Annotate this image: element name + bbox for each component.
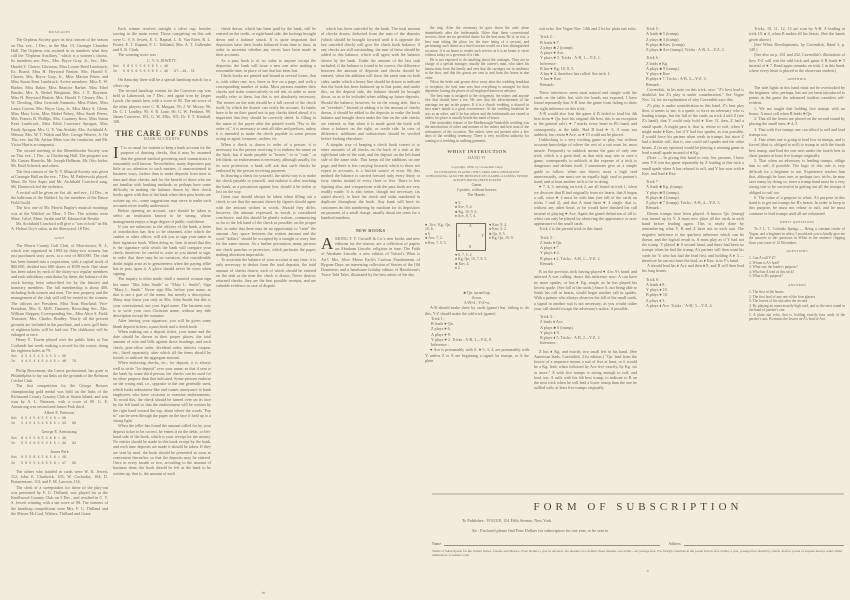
answers-heading: ANSWERS [787,282,807,287]
trick-line: Trick 8 : [646,276,660,282]
hand-west [425,223,451,246]
paragraph: Mr. Archibald Crawford will give a "con o'clock" in Mr. A. Hobart Ury's salon, in the Sherwood, 18 Dec. [11,221,108,232]
trick-line: A leads ♣ Kg. (trump). [646,184,684,190]
trick-line: A plays ♥ 9. [431,331,451,337]
question-item: 3. What was the leader's purpose? [749,265,798,270]
hand-south [455,253,487,271]
paragraph: 3. That with five trumps one can afford to ruff and lead trumps too. [749,126,845,137]
seat-label: Z [458,233,461,238]
trick-line: B leads ♥ Qn. [431,321,454,326]
hand-line: ♥ Ace, Kg, Qn, 10, 6. [425,222,451,232]
trick-line: B plays ♣ Knv. (trump). [646,41,686,47]
address-label: Address [668,542,681,546]
paragraph: In drawing a check for yourself, the safest way is to make the check payable to yourself, and endorse it after reaching the bank, as a precaution against loss, should it be stolen or lost on the way. [216,173,316,194]
paragraph: Great care should always be taken when filling out a check to see that the amount shown by figures should agree with the amount written in words. Should they differ, however, the amount expressed in words is considered conclusive, and this should be plainly written, commencing as far to the left hand of the check as possible, on the proper line, in order that there may be no opportunity to "raise" the amount. Any space between the written amount and the word "dollars" should be occupied by a straight or wavy line for the same reason. As a further precaution, many persons use check punches or protectors, which perforate the paper, making alteration impossible. [216,194,316,257]
hand-line: ♠ 6. [425,231,431,236]
column-2 [113,26,211,591]
game-terms: 2 points, without honors. [456,187,498,192]
form-publisher-line: To Publisher : VOGUE, 154 Fifth Avenue, New York. [462,518,553,523]
paragraph: 6. The value of a purpose in whist: A's purpose in this hand is to get out trumps for B's hearts. In order to keep to this purpose, he must not refuse to ruff, and he must continue to lead trumps until all are exhausted. [749,194,845,216]
questions-heading: QUESTIONS [786,249,808,253]
paragraph: The Morris County Golf Club, of Morristown, N. J., which was organized in 1894 by thirty-two women, has just purchased sixty acres, at a cost of $60,000. The club has been formed into a corporation, with a capital stock of $60,000, divided into 600 shares of $100 each. One share has been taken by each of the thirty-two regular members and each subsidiary contributor by them; the balance of the stock having been subscribed for by the limited and honorary members. The full membership is about 400, including both women and men. The new property and the management of the club will still be vested in the women. The officers are President, Miss Nina Howland; Vice-President, Mrs. E. McB. Timoney; Recording Sec., Mrs. William Shippen; Corresponding Sec., Miss Alice S. Field; Treasurer, Mrs. Charles Bradley. Nearly all the present grounds are included in the purchase, and a new golf links of eighteen holes will be laid out. The clubhouse will be enlarged at once. [11,242,108,337]
paragraph: One noticeable feature of the Marlborough-Vanderbilt wedding was the introduction of robes and manner of the ushers and best man of the seriousness of the occasion. The ushers were not present after a few days of the wedding ceremony. There is very excellent authority for coming to a wedding in walking garments. [425,120,529,143]
paragraph: (See also on p. 231 and 232, Cavendish's illustration of how Y-Z will win the odd trick and game if B leads ♥ 5 instead of ♥ 7. Read again remarks on trick 2 in this hand, where every heart is placed to the observant student.) [749,52,845,73]
score-table: Out 6 5 4 5 6 5 5 4 6 = 46 In 5 4 5 4 5 4 5 6 5 = 43 89 [11,416,77,426]
column-3 [216,26,316,591]
trick-line: Trick 3 : [540,234,554,240]
paragraph: A recital will be given on Sat. aft. and eve., 14 Dec., in the ballroom of the Waldorf, by the members of the Dance Field Guild. [11,189,108,205]
trick-7 [642,179,744,211]
music-paragraphs [11,37,108,231]
paragraph: 5. That when an adversary is leading trumps, oblige him to ruff, if possible. The logic of this rule is very difficult for a beginner to see. Experience teaches him that, although he loses one, or perhaps two, tricks, he may save many by doing so, since a trump hand must be a very strong one to be successful in getting out all the trumps if obliged to ruff too. [749,158,845,195]
score-table: Out 4 5 4 5 4 5 4 5 3 = 39 In 4 4 5 4 4 5 4 4 5 = 40 79 [11,355,77,365]
paragraph: Unblocking is a very exciting game to play, but without accurate knowledge of where the rest of a suit must be, most unsafe. Frequently to unblock means the gain of only one trick, which is a great deal, as that trick may win or save a game, consequently to unblock at the expense of a trick is dangerous and defeats itself. I sometimes give as a simple guide to follow: when one throws away a high card unnecessarily, one must see an equally high card in partner's hand, and at least another trick to be in doing. [534,137,637,184]
hand-line: ♦ Knv, 7, 5, 3. [425,240,447,245]
paragraph: Z has ♦ Kg, and exactly two small left in his hand. (See American leads. Cavendish, 21st edition.) "Qn. lead from the lowest of a sequence means a suit of five at least, or it would be a Kg. lead, when followed by Ace five exactly, by Kg. six or more." A with five trumps is strong enough to ruff, and lead, too. A ruffs with his 4th best trump, to indicate to B on the next trick when he will lead a lower trump than the one he ruffled with; at least five trumps originally. [534,348,637,391]
score-label: Score, [471,294,483,300]
paragraph: On Saturday there will be a special handicap match for a silver cup. [113,77,211,88]
score-table: Out 6 5 5 6 4 5 6 5 6 = 48 In 5 6 5 5 4 6 5 5 6 = 47 95 [11,456,77,466]
hand-east [489,223,514,241]
address-field[interactable] [668,541,844,546]
trick-line: A plays ♣ 9 (trump). [646,65,680,71]
form-sir-line: Sir : Enclosed please find Four Dollars for subscription for one year, to be sent to [472,528,609,533]
trick-2 [534,34,637,87]
answers-list [749,290,845,322]
paragraph: Philip Bowerman, the Lenox professional, has gone to Philadelphia to lay out links on the grounds of the Belmont Cricket Club. [11,367,108,383]
paragraph: The second handicap contest for the Converse cup was held at Lakewood, on 7 Dec., and again won by Jasper Lynch, the match here, with a score of 85. The net score of the other players were C. B. Morgan, 95; J. W. Morey, 96; Dr. C. I. Lindley, 95; S. R. Lane, 96; G. W. Ferdinet, 99; James Converse, 101; G. W. Ellis, 105; Dr. F. T. Kimball, 108. [113,87,211,125]
trick-line: Z plays ♣ Ace (trump). Tricks : A-B, 3—Y-Z, 3. [646,47,725,52]
trick-line: Y plays ♥ 5. Tricks : A-B, 1—Y-Z, 1. [540,55,601,61]
paragraph: A-B would also lose the game if B failed to lead his 4th best from ♥ Qn. (not his original 4th best, this is an exception to the general rule). ♥ 7 marks every heart in B's hand, and consequently, at the table. Had B lead ♥ 5, A must not unblock, but retain ♥ Ace, as ♥ 10 could not be placed. [534,110,637,137]
question-item: 5. What is B's purpose? [749,274,783,279]
paragraph: After leaving your signature, you will be given some blank deposit tickets, a pass book and a check book. [113,318,211,329]
trick-line: Z plays ♦ 3. [646,297,666,303]
paragraph: The first concert of the N. Y. Musical Society was given at Carnegie Hall on the eve., 7 Dec. M. Paderewski played. Mme. De Vere Sapio and Mr. Archibald Crawford sang. Mr. Damrosch led the orchestra. [11,168,108,190]
answer-item: 2. The first lead of any one of the four players. [749,294,816,299]
paragraph: When endorsing checks, etc., for deposit, it is always well to write "for deposit" over your name, so that if sent to the bank by some third person, the checks can be used for no other purpose than that indicated. Some persons endorse on the wrong end, i.e., opposite to the one generally used, which looks unbusiness-like and causes annoyance to bank employees who have occasion to examine endorsements. To avoid this, the check should be turned over on its face by the left hand so that the endorsement will be written by the right hand toward the top, about where the words "Pay to" can be seen through the paper on the face if held up to a strong light. [113,360,211,423]
appendix-heading: APPENDIX [787,77,807,82]
paragraph: ♥ Ace is presumably with A. ♥ 5, 3, 4, are presumably with Y, unless Z or A are beginning a signal for trumps, or A the plain [425,347,529,363]
trick-line: Z plays ♣ 3 (trump). [646,36,680,42]
article-title: THE CARE OF FUNDS [115,128,209,138]
paragraph: A should lead his ♦ Ace and then ♦ 8, and B will then lead his long hearts. [642,263,744,274]
hand-line: ♠ Kg, Qn, 10, 7, 8, 5. [455,257,488,262]
whist-questions-heading: WHIST QUESTIONS [779,219,815,224]
trick-line: A leads ♣ 5 (trump). [646,31,680,37]
answer-item: 4. By playing an unnecessarily high card, and so the next round in the hand of partner's one. [749,303,845,312]
paragraph: Henry E. Towne played over the public links at Van Cortlandt last week, making a record for the course, doing the eighteen holes in 79. [11,337,108,353]
trick-line: Y plays ♦ 10. [646,287,668,292]
seat-label: B [469,244,472,249]
trick-line: Inference : [540,340,558,346]
question-item: 4. Who has A lead of this trick? [749,269,795,274]
paragraph: The side lights in this hand must not be overlooked by the beginner, who, perhaps, has not yet been introduced to points in the game the advanced student considers self-evident. [749,84,845,106]
paragraph: The second meeting of the Mendelssohn Society was on Thu. eve., 1 Dec., at Chickering Hall. The program was Mr. Gustav Hinrichs, Mr. Joseph Hollman, Mr. Otto Isidor, Mr. Emil Schenck and others. [11,147,108,169]
player-name: James Park [50,449,69,454]
name-label: Name [432,542,442,546]
paragraph: If you are unknown to the officers of the bank, a letter of introduction has first to be obtained, after which the cashier or other officer, will ask you to sign your name in their signature book. When doing so, bear in mind that this is the signature with which the bank will compare your check; therefore, be careful to write as you intend to sign, in order that there may be no variation, else considerable doubt might arise as to genuineness when the paying teller has to pass upon it. A glove should never be worn when signing. [113,223,211,276]
column-1 [11,26,108,591]
paragraph: The winning score was : [118,52,159,58]
table-box [456,223,486,251]
hand-line: ♥ 3. [455,200,462,205]
whist-title: WHIST INSTRUCTION [447,149,507,154]
score-title: C. V. S. JEWETT. [147,57,177,63]
answer-item: 3. The lowest of his suit after the second. [749,299,809,303]
paragraph: Tricks, 10, 11, 12, 13 are won by A-B. A leading at trick 10, ♠ 4, when B makes all his hearts. (See the hands given above.) [749,26,845,42]
hand-line: ♦ Kg, Qn, 10, 9. [489,236,514,241]
hand-line: ♥ Knv, 9, 4. [489,222,508,227]
paragraph: He is not expected to do anything about the carriages. They are in charge of a special manager, usually the caterer's man, who takes his instructions from the family and sees that the carriages are in readiness at the door, and that the guests are sent to and from the house in due order. [425,57,529,80]
column-8 [749,26,845,492]
paragraph: When the bride and groom drive away after the wedding breakfast or reception, the best man sees that everything is arranged for their departure, having the places of all employed known in advance. [425,80,529,93]
paragraph: As a pass book is of no value to anyone except the depositor, the bank will issue a new one after making a reasonable time, in place of one that has been lost. [216,57,316,73]
paragraph: Cavendish, in his note on this trick, says: "Z's best lead is doubtful, but Z's play is under consideration." See Vogue Nov. 14, for an explanation of why Cavendish says this. [642,86,744,103]
trick-line: Y plays ♦ Knv. [646,71,671,76]
paragraph: check drawn, which has been paid by the bank, will be entered on the credit, or right-hand side, the footings brought down and a balance struck. It is quite important that depositors have their books balanced from time to time, in order to ascertain whether any errors have been made in their accounts. [216,26,316,58]
paragraph: The Orpheus Society gave its first concert of the season on Thu. eve., 1 Dec., in the Mar. 13, Carnegie Chamber Hall. The Orpheus was assisted in its numbers what they call the "Orpheus Auxiliary," which is a women's chorus. Its members are: Pres., Mrs. Bryce Gray, Jr., Sec., Mrs. Harold Y. Clearer, Librarian, Miss Louise Reed Lumbruck; Ex. Board, Miss H. Heyward Beattie, Mrs. Harold Y. Clearer, Mrs. Bryce Gray, Jr., Miss Marion Peters and Miss Susan Kent Lumbruck. Active members: Miss E. W. Barber, Miss Baker, Miss Beatrice Barber, Miss Ethel Bender, Mrs. A. Bethel Benjamin, Mrs. J. E. Boynton, Miss H. Heyward Beattie, Mrs. Harold Y. Clearer, Mrs. J. W. Dowling, Miss Gertrude Emmons, Miss Fisher, Miss Laura Gowen, Mrs. Bryce Gray, Jr., Miss Mary A. Glenn, Miss Mary Irvin, Miss Mabel Palsey, Miss Sarah Peters, Mrs. Francis R. Phillips, Mrs. Courtney Rose, Miss Susan Kent Lumbruck, Miss Edith Lawrence Sprague, Miss Emily Sprague, Mrs. G. E. Van Arsdale, Mrs. Archibald A. Watson, Mrs. W. T. Walsh and Mrs. George Weaver, Jr. On Thu. eve. last Mr. Arthur Mees was the conductor, and Mr. Victor Harris accompanist. [11,37,108,148]
subscription-terms: Terms of Subscription for the United States, Canada and Mexico, Four Dollars a year in advance; six months, two dollars; three months, one dollar—all postage free. For foreign countries in the postal Union, five dollars a year, postage free. Remit by check, draft or postal or express money order. Other remittances at sender's risk. [432,549,843,558]
paragraph: Z's play is under consideration in this hand. Z's best play then, it seems to me, is a spade, to force an adversary who is leading trumps, but the fall of the cards on trick 4 told Z (see Z's hand), that Y could only hold ♦ Knv. If, then, Z had a small spade, A might pass it, that is, refuse to ruff, when Y might make ♦ Knv., but if Y had two spades, as was possible, Z would force his partner when weak in trumps, but since Z had a double ruff, that is, one could ruff spades and the other hearts. Z (in my opinion) would be playing a winning game to lead a small spade instead of ♦ Kg. [642,102,744,155]
trick-line: Inference : [431,342,449,347]
paragraph: When making out a deposit ticket, your name and the date should be shown in their proper places, the total amount of coin and bills against those headings, and each check, post-office order, dividend order, interest coupon, etc., listed separately, after which all the items should be footed, to indicate the aggregate amount. [113,328,211,360]
trick-line: Y plays ♥ 2. Tricks : A-B, 1—Y-Z, 0. [431,336,492,342]
trick-line: B plays ♥ 10. [646,292,668,298]
trick-line: Y plays ♦ 4. [540,250,560,256]
name-field[interactable] [432,541,660,546]
trick-6 [642,55,744,87]
paragraph: Before opening an account, care should be taken to select an institution known to be strong, whose management enjoys a large degree of public confidence. [113,208,211,224]
seat-label: A [469,223,472,228]
article-subtitle: BANK ACCOUNTS [144,136,180,141]
score-value: A-B=4 ; Y-Z=o. [463,300,491,305]
answer-item: 5. A plain suit echo, that is, holding exactly four cards of the partner's suit, B returns the lowest on A's lead of Ace. [749,312,845,321]
trick-line: A plays ♥ Ace. [540,50,565,55]
drop-cap: I [113,143,119,162]
trick-line: B plays ♦ 2. Tricks : A-B, 1—Y-Z, 2. [540,255,601,261]
column-7 [642,26,744,492]
paragraph: 2. That all the hearts are placed on the second round by placing the small ones, ♥ 4, 5. [749,116,845,127]
whist-subtitle: ILLUSTRATING PLACING THE CARDS AND CONSEQUENT UNBLOCKING; ALSO THE PRINCIPLE OF LEADING A LOSING TRUMP, ALWAYS HAVING BEEN PLAYED [426,169,528,182]
paragraph: The inquiry is often made, shall a married woman sign her name "Mrs John Smith" or "Mary L. Smith"; Sign "Mary L. Smith." Never sign Mrs. before your name, as that is not a part of the name, but merely a description. Many may know you only as Mrs. John Smith, but this is your conventional, not your legal name. The business way is to write your own Christian name, without any title description except the surname. [113,276,211,318]
trick-line: A plays ♦ Ace. Tricks : 'A-B,' 5—Y-Z, 4. [646,302,713,308]
game-label: Game, [471,181,483,187]
page-number-right: v [647,568,649,573]
paragraph: The best man is assigned to the clergyman, the ushers and anyone else that should have a fee. He sees that the advertisement of the marriage are put in the papers. If it is a church wedding, a chancel in best man's hands is a great convenience. At the wedding breakfast he acts as an usher, and if he has ushers and the bridesmaids are seated at tables, his place is usually beside the maid of honor. [425,93,529,120]
trick-line: Remark : [540,81,556,87]
page-number-left: iv [262,590,266,595]
section-heading-musicales: MUSICALES [48,30,71,34]
name-line[interactable] [444,541,660,546]
trick-8 [642,277,744,309]
hand-line: ♣ Ace, 7, 2. [425,236,443,241]
paragraph: which has been canceled by the bank. The total amount of checks drawn, deducted from the sum of the deposits (which should be brought forward until it is opposite the last canceled check) will give the check book balance; if any checks are still outstanding, the sum of these should be added to this balance, which will agree with the balance shown by the bank. Under the amount of the last stub included, if the balance is found to be correct, the difference between the amount of deposits and checks should be entered, when the addition will show the same sum on both sides, under which a heavy line should be drawn to indicate that the book has been balanced up to that point, and under this, on the deposit side, the balance should be brought down, so as to be included when adding up future deposits. Should the balance, however, be on the wrong side, that is an "overdraft." Instead of adding it to the amount of checks drawn, it should be added to the deposits to make the book balance and brought down under the line on the side checks are entered, so that when it is made good the book will show a balance on the right, or credit side. In case of difference, additions and subtractions should be verified before looking elsewhere. [321,26,420,142]
trick-line: Z plays ♥ 6. [431,326,451,332]
trick-line: A leads ♦ 8. [646,281,666,287]
trick-line: B has ♥ Kg, 10, 8, 5. [540,65,575,71]
trick-line: Y plays ♦ 9. [540,329,560,335]
trick-line: Remark : [646,205,662,211]
trick-line: Y has ♥ Knv. [540,76,562,82]
answer-item: 1. The first of the hearts. [749,290,785,294]
trump-turned-up: ♣ Qn. turned up. [463,289,491,295]
trick-line: Trick 7 : [646,179,660,184]
player-name: George E. Armstrong. [41,429,78,435]
column-4 [321,26,420,591]
paragraph: Trick 2 is the pivotal trick in this hand. [539,226,603,232]
hand-line: ♣ Qn, 8, 5. [489,231,506,236]
paragraph: MONG T. Y. Crowell & Co.'s new books and new editions for the season, are a collection of papers on Abraham Lincoln, religious in tone, The Faith of Abraham Lincoln; a new edition of Tolstoi's What is Art?; Mrs. Alice Morse Earle's Curious Punishments of Bygone Days; an interesting collection of Stories of the Old Dominion; and a handsome holiday edition of Hawthorne's Twice Told Tales, illustrated by the best artists of the day. [321,235,420,278]
trick-line: A plays ♦ 7. [540,245,560,250]
paragraph: The others who handed in cards were W. K. Jewett, 112; John E. Chadwick, 103; W. Cockaday, 104; D. Bonaventure, 113; and F. M. Lawson, 116. [11,468,108,485]
paragraph: B on the previous trick having played ♥ 4 in A's hand, and inferred A was calling, draws this inference now: A can have no more spades, or has ♦ Kg. single, as he has played his lowest spade. (See fall of the cards.) Since A, not being able to finish his call in hearts, would begin another call in spades. With a partner who always observes the fall of the small cards, a signal in another suit is not necessary, as you would rather your call should escape the adversary's notice, if possible. [534,269,637,311]
trick-line: A plays ♣ 6 (trump). [540,324,574,330]
trick-line: B leads ♥ 7. [540,39,560,45]
card-hands-diagram [425,201,529,287]
paragraph: suit echo. See Vogue Nov. 14th and 21st for plain suit echo. [539,26,637,31]
paragraph: When a check is drawn to order of a person, it is necessary for the person receiving it to endorse his name on the back, but if made payable to "bearer," or to "cash," or left blank, no endorsement is necessary, although usually, for its own protection, a bank will ask that such checks be endorsed by the person receiving payment. [216,141,316,173]
hands-label: The Hands : [466,192,487,198]
trick-line: B plays ♦ 5. Tricks : A-B, 2—Y-Z, 2. [540,335,601,340]
subscription-form [432,497,844,557]
trick-line: Z plays ♣ 2 (trump). [540,44,574,50]
hand-line: ♠ Ace, 9, 4. [455,205,473,210]
question-item: 2. Whom is A's lead? [749,260,780,265]
paragraph: the ring. After the ceremony he goes down the aisle alone immediately after the bridesmaids. Other than these conventional services, there are no specified duties for the best man. He is, in fact, a best man taking the place for the time being of a servant, and performing such duties as a hired servant would on a less distinguished occasion. It is an honor to render such service as it is an honor to serve without salary as a governor of a club. [425,26,529,57]
score-table: Out 5 6 5 5 5 6 5 6 5 = 48 In 5 6 5 6 5 6 5 6 5 = 49 97--18--79 [113,64,195,74]
form-fields [432,541,844,546]
paragraph: 4. That when one is going to lead low in trumps, and is forced (that is, obliged to ruff) to trump in with the fourth best trump, and lead the one next under the fourth best to show partner at least five trumps originally. [749,137,845,158]
questions-list [749,256,845,279]
paragraph: T is so usual for women to keep a bank account for the purpose of drawing checks, that it may be assumed that the general method governing such transactions is reasonably well known. Nevertheless, many depositors pay little or no attention to such matters, if unaccustomed to business ways, further than to make deposits from time to time and draw checks; and for the benefit of those who are not familiar with banking methods, or perhaps have some difficulty in making the balance drawn by their check books agree with that of the bank when their pass books are written up, etc., some suggestions may serve to make such accounts more readily understood. [113,145,211,208]
paragraph: A-B should make three by cards (game) but, failing to do this, Y-Z should make the odd trick (game). [425,305,529,316]
hand-line: ♦ 2. [455,266,461,271]
paragraph: 1. We are taught that holding five trumps with no honor, A must call when B leads ♥ Qn. [749,105,845,116]
section-heading-golf: GOLF [54,235,65,240]
trick-line: Trick 6 : [646,55,660,61]
trick-line: Remark : [540,260,556,266]
paragraph: ♥ 7, 4, 5, missing on trick 2, are all found in trick 1, when we discover that B had originally from six hearts, that A began a call, since ♥ 4 must be with him (see fall of the cards on tricks 1 and 2), and that A must have ♥ 4 single, that is, without any other heart, or he would have finished his call instead of playing ♥ Ace. Again the grand deduction of all is: whist can only be played by observing the appearance or non-appearance of the small cards. [534,184,637,226]
hand-north [455,201,477,219]
trick-line: Inference : [540,60,558,66]
trick-5 [642,26,744,52]
hand-line: ♣ Kg, 10, 9, 6. [455,209,478,214]
form-title: FORM OF SUBSCRIPTION [533,501,743,513]
question-item: 1. Can A call Y-Z? [749,256,776,261]
paragraph: (See Whist Developments, by Cavendish, Hand 3, p. 149.) [749,41,845,52]
paragraph: (Note — In giving this hand to very few persons, I have seen Y-Z win the game repeatedly by Z leading at this trick a small spade when A has refused to ruff, and Y has won with ♦ Knv. and lead ♦ Knv. [642,155,744,176]
paragraph: The first competition for the George Bowers championship gold medal was held on the links of the Richmond County Country Club at Staten Island, and was won by A. L. Paterson, with a score of 89. G. E. Armstrong was second and James Park third. [11,383,108,410]
trick-line: Remark : [646,81,662,87]
trick-1 [425,316,529,348]
address-line[interactable] [684,541,844,546]
paragraph: Check books are printed and bound in several forms, that is, with either one, two, three or five on a page, and with a corresponding number of stubs. Most persons number their checks and stubs consecutively in red ink, in order to more readily refer to them, but this is not absolutely necessary. The entries on the stub should be a full record of the check itself, by which the drawer can verify his account. As banks have to be on their guard not to pay checks dated ahead, it is important that they should be correctly dated. In filling in the name of the payee after the printed words "Pay to the order of," it is necessary to omit all titles and prefixes, unless it is intended to make the check payable to some person acting as agent, treasurer, cashier, etc. [216,73,316,142]
section-heading-new-books: NEW BOOKS [355,228,386,234]
paragraph: When the teller has found the amount called for by your deposit ticket to be correct, he enters it on the debit, or left-hand side of the book, which is your receipt for the money. No entries should be made in this book except by the bank, and each time deposits are made it should be taken. If they are sent by mail, the book should be presented as soon as convenient thereafter, so that the deposits may be entered. Once in every month or two, according to the amount of business done, the book should be left at the bank to be written up, that is, the amount of each [113,423,211,476]
section-divider [432,493,844,495]
drop-cap: A [321,233,334,253]
column-6 [534,26,637,492]
trick-line: Trick 4 : [540,314,554,319]
trick-line: Z leads ♦ Qn. [540,239,563,245]
paragraph: A simpler way of keeping a check book correct is to enter amounts of all checks on the back of a stub at the right-hand side of the stub, and the deposit on the left-hand side of the same stub. This keeps all the additions on one page, and there is less carrying forward, which to those not expert in accounts, is a fruitful source of error. By this method the balance is carried forward only every thirty or forty checks instead of every three or five. There is less figuring also, and comparisons with the pass book are very readily made. It is also better, though not necessary (as stated above), to have the check and stubs numbered in duplicate throughout the book. Any bank will have its customers do this numbering by machine for its depositors on payment of a small charge, usually about ten cents for a hundred numbers. [321,141,420,220]
paragraph: To J. L. T., Colorado Springs — Being a constant reader of Vogue, and a beginner in whist, I would ask you to kindly give me the answers to the questions in Whist in the sentence clipping from your issue of 14 November. [749,227,845,245]
seat-label: Y [481,233,484,238]
copyright: Copyright, 1896, by Cavendish Clapp [451,164,503,169]
small-print-block [425,26,529,143]
paragraph: Each winner receives outright a silver cup, besides scoring in the main event. Those competing on this sub were C. V. S. Jewett, E. C. Rapnal, L. E. Van Etten, R. L. Foster, E. T. Kapnal, F. C. Tothland, Mrs. A. T. Gallender and S. R. Clark. [113,26,211,52]
trick-line: A has ♥ 4, therefore has called. See trick 1. [540,71,611,76]
trick-line: Trick 1 : [431,315,445,321]
trick-line: Z leads ♦ Kg. [646,60,669,66]
player-name: Albert E. Paterson. [43,409,76,415]
paragraph: To ascertain the balance of your account at any time, it is only necessary to deduct from the total deposits, the total amount of checks drawn, each of which should be entered on the stub at the time the check is drawn. Never destroy returned checks; they are the best possible receipts, and are valuable evidence in case of dispute. [216,257,316,289]
trick-line: Trick 5 : [646,26,660,31]
trick-3 [534,235,637,267]
trick-line: Trick 2 : [540,34,554,40]
hand-line: ♦ Ace, 8, 7, 4. [455,214,477,219]
hand-line: ♥ 8, 7, 5, 2. [455,252,473,257]
hand-line: ♣ Knv, 4. [455,261,470,266]
column-5 [425,26,529,492]
whist-hand-number: HAND VI [468,156,486,161]
paragraph: The clerk of a sweepstakes for those of the play-out was presented by F. G. Thilland, was played for at the Knollwood Country Club on 3 Dec., and resulted in C. V. S. Jewett winning with a net score of 98. The winners of the handicap competitions were Mrs. F. G. Thilland and the Misses McCord, Walters, Thilland and Grant. [11,484,108,516]
trick-line: B plays ♣ 4 (trump). [646,194,680,200]
score-table: Out 6 4 5 5 6 5 5 6 6 = 48 In 5 5 4 6 5 5 4 5 5 = 44 92 [11,436,77,446]
paragraph: The first one of Mr. Morris Bagby's musical mornings was at the Waldorf on Mon., 5 Dec. The soloists were Mme. Calvé, Mme. Jardin and M. Edouard de Reszke. [11,205,108,221]
paragraph: These inferences seem most natural and simple with the cards on the table, but with the hands not exposed, I have found repeatedly that A-B lose the game from failing to draw the right inference on this trick. [534,89,637,111]
trick-line: Z leads ♦ Ace. [540,319,564,325]
hand-line: ♠ Knv, 3, 2. [489,227,507,232]
paragraph: Eleven trumps have been played. A knows Qn. (trump) was turned up by Y. A must now place all the cards in each hand before leading again. This is easily done by remembering what Y, B and Z have not in each suit. The negative inference is the quickest inference which can be drawn, and the logical result is, A must play as if Y had not the trump. Y played ♣ 8 second hand, and there had been no trumps when he had the trump, A's partner will then want his cards for Y, who has had the lead first, and holding A ♦ 3 — therefore he can not have the lead, as ♦ Knv. is in Y's hand. [642,210,744,263]
trick-4 [534,314,637,346]
trick-line: Z plays ♣ 7 (trump). Tricks : A-B, 4—Y-Z, 3. [646,200,721,205]
trick-line: Y plays ♣ 8 (trump). [646,189,680,195]
trick-line: B plays ♦ 7. Tricks : A-B, 3—Y-Z, 3. [646,76,707,82]
